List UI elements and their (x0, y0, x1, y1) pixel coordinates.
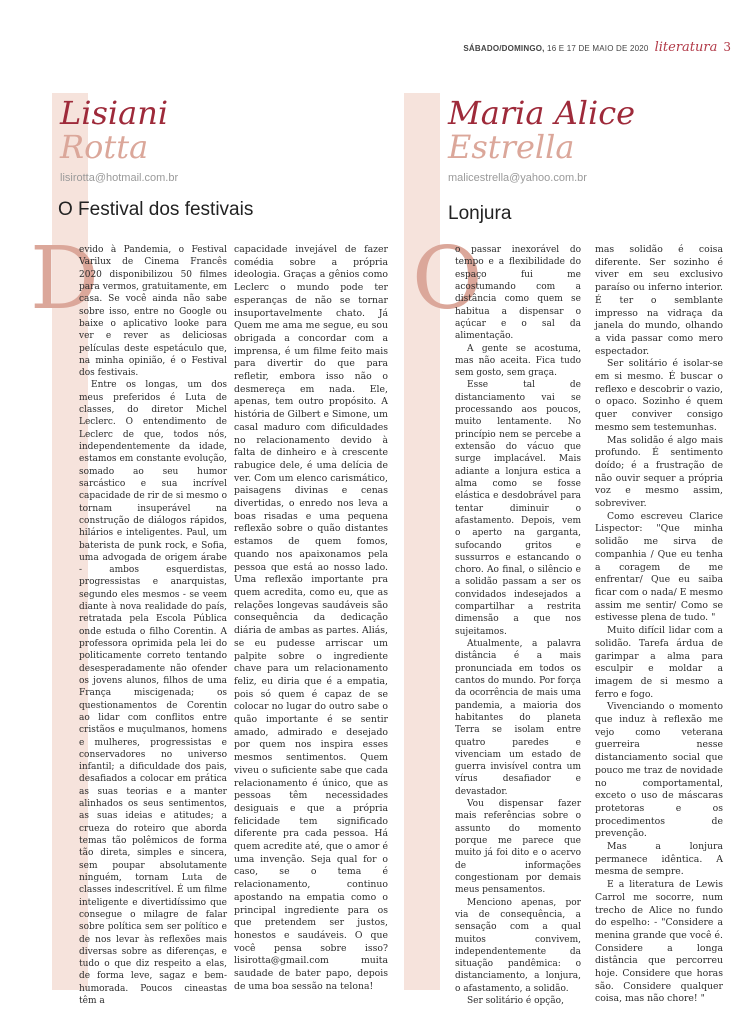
right-author-email: malicestrella@yahoo.com.br (448, 172, 587, 184)
paragraph: evido à Pandemia, o Festival Varilux de Cinema Francês 2020 disponibilizou 50 filmes para vermos, gratuitamente, em casa. Se você ainda não sabe sobre isso, entre no Google ou baixe o aplicativo looke para ver e rever as deliciosas películas deste espetáculo que, na minha opinião, é o Festival dos festivais. (79, 245, 227, 379)
left-dropcap: D (30, 229, 99, 329)
paragraph: Vou dispensar fazer mais referências sobre o assunto do momento porque me parece que muito já foi dito e o acervo de informações congestionam por demais meus pensamentos. (455, 799, 581, 896)
right-decorative-band (404, 93, 440, 990)
paragraph: A gente se acostuma, mas não aceita. Fica tudo sem gosto, sem graça. (455, 343, 581, 379)
paragraph: Mas a lonjura permanece idêntica. A mesma de sempre. (595, 841, 723, 878)
left-article-column-1 (79, 244, 227, 1007)
right-dropcap: O (412, 229, 483, 329)
left-author-name (60, 96, 168, 164)
paragraph: E a literatura de Lewis Carrol me socorre, num trecho de Alice no fundo do espelho: - "Considere a menina grande que você é. Considere a longa distância que percorreu hoje. Considere que horas são. Considere qualquer coisa, mas não chore! " (595, 879, 723, 1005)
right-article-column-2 (595, 244, 723, 1006)
right-article-title: Lonjura (448, 203, 512, 224)
paragraph: Ser solitário é isolar-se em si mesmo. É buscar o reflexo e descobrir o vazio, o opaco. Sozinho é quem quer conviver consigo mesmo sem testemunhas. (595, 358, 723, 433)
paragraph: Vivenciando o momento que induz à reflexão me vejo como veterana guerreira nesse distanciamento social que pouco me traz de novidade no comportamental, exceto o uso de máscaras protetoras e os procedimentos de prevenção. (595, 701, 723, 840)
issue-date-days: SÁBADO/DOMINGO, (463, 44, 545, 53)
paragraph: Ser solitário é opção, (467, 996, 564, 1007)
paragraph: Esse tal de distanciamento vai se processando aos poucos, muito lentamente. No princípio nem se percebe a extensão do vácuo que surge implacável. Mais adiante a lonjura estica a alma como se fosse elástica e desdobrável para tentar diminuir o afastamento. Depois, vem o aperto na garganta, sufocando gritos e sussurros e estancando o choro. Ao final, o silêncio e a solidão passam a ser os convidados indesejados a compartilhar a restrita dimensão a que nos sujeitamos. (455, 380, 581, 637)
section-name: literatura (654, 40, 718, 55)
paragraph: capacidade invejável de fazer comédia sobre a própria ideologia. Graças a gênios como Leclerc o mundo pode ter esperanças de não se tornar insuportavelmente chato. Já Quem me ama me segue, eu sou obrigada a concordar com a imprensa, é um filme feito mais para divertir do que para refletir, embora isso não o desmereça em nada. Ele, apenas, tem outro propósito. A história de Gilbert e Simone, um casal maduro com dificuldades no relacionamento devido à falta de dinheiro e à crescente rabugice dele, é uma delícia de ver. Com um elenco carismático, paisagens divinas e cenas divertidas, o enredo nos leva a boas risadas e uma pequena reflexão sobre o quão distantes estamos de quem fomos, quando nos apaixonamos pela pessoa que está ao nosso lado. Uma reflexão importante pra quem acredita, como eu, que as relações longevas saudáveis são consequência da dedicação diária de ambas as partes. Aliás, se eu pudesse arriscar um palpite sobre o ingrediente chave para um relacionamento feliz, eu diria que é a empatia, pois só quem é capaz de se colocar no lugar do outro sabe o quão importante é se sentir amado, admirado e desejado por quem nos inspira esses mesmos sentimentos. Quem viveu o suficiente sabe que cada relacionamento é único, que as pessoas têm necessidades desiguais e que a própria felicidade tem significado diferente pra cada pessoa. Há quem acredite até, que o amor é uma invenção. Seja qual for o caso, se o tema é relacionamento, continuo apostando na empatia como o principal ingrediente para os que pretendem ser justos, honestos e saudáveis. O que você pensa sobre isso? lisirotta@gmail.com muita saudade de bater papo, depois de uma boa sessão na telona! (234, 244, 388, 992)
paragraph: Como escreveu Clarice Lispector: "Que minha solidão me sirva de companhia / Que eu tenha a coragem de me enfrentar/ Que eu saiba ficar com o nada/ E mesmo assim me sentir/ Como se estivesse plena de tudo. " (595, 510, 723, 624)
paragraph: mas solidão é coisa diferente. Ser sozinho é viver em seu exclusivo paraíso ou inferno interior. É ter o semblante impresso na vidraça da janela do mundo, olhando a vida passar como mero espectador. (595, 244, 723, 357)
left-article-column-2 (234, 244, 388, 993)
page-number: 3 (723, 40, 731, 54)
left-article-title: O Festival dos festivais (58, 199, 254, 220)
paragraph: Mas solidão é algo mais profundo. É sentimento doído; é a frustração de não ouvir sequer a própria voz e mesmo assim, sobreviver. (595, 434, 723, 510)
right-article-column-1 (455, 244, 581, 1007)
left-author-email: lisirotta@hotmail.com.br (60, 172, 179, 184)
left-author-last: Rotta (60, 128, 149, 166)
paragraph: o passar inexorável do tempo e a flexibilidade do espaço fui me acostumando com a distância como quem se habitua a dispensar o açúcar e o sal da alimentação. (455, 245, 581, 342)
right-author-last: Estrella (448, 128, 575, 166)
issue-date (463, 44, 648, 53)
right-author-first: Maria Alice (448, 94, 636, 132)
paragraph: Muito difícil lidar com a solidão. Tarefa árdua de garimpar a alma para esculpir e moldar a imagem de si mesmo a ferro e fogo. (595, 625, 723, 700)
issue-date-rest: 16 E 17 DE MAIO DE 2020 (547, 44, 649, 53)
page-header (463, 40, 731, 56)
paragraph: Menciono apenas, por via de consequência, a sensação com a qual muitos convivem, independentemente da situação pandêmica: o distanciamento, a lonjura, o afastamento, a solidão. (455, 897, 581, 994)
paragraph: Atualmente, a palavra distância é a mais pronunciada em todos os cantos do mundo. Por força da ocorrência de mais uma pandemia, a maioria dos habitantes do planeta Terra se isolam entre quatro paredes e vivenciam um estado de guerra invisível contra um vírus desafiador e devastador. (455, 639, 581, 797)
left-author-first: Lisiani (60, 94, 169, 132)
paragraph: Entre os longas, um dos meus preferidos é Luta de classes, do diretor Michel Leclerc. O entendimento de Leclerc de que, todos nós, independentemente da idade, estamos em constante evolução, somado ao seu humor sarcástico e sua incrível capacidade de rir de si mesmo o tornam insuperável na construção de diálogos rápidos, hilários e inteligentes. Paul, um baterista de punk rock, e Sofia, uma advogada de origem árabe - ambos esquerdistas, progressistas e anarquistas, segundo eles mesmos - se veem diante à nova realidade do país, retratada pela Escola Pública onde estuda o filho Corentin. A professora oprimida pela lei do politicamente correto tentando desesperadamente não ofender os jovens alunos, filhos de uma França miscigenada; os questionamentos de Corentin ao lidar com conflitos entre cristãos e muçulmanos, homens e mulheres, progressistas e conservadores no universo infantil; a dificuldade dos pais, desafiados a colocar em prática as suas teorias e a manter alinhados os seus sentimentos, as suas ideias e atitudes; a crueza do roteiro que aborda temas tão polêmicos de forma tão direta, simples e sincera, sem poupar absolutamente ninguém, tornam Luta de classes indescritível. É um filme inteligente e divertidíssimo que consegue o milagre de falar sobre política sem ser político e de nos levar às reflexões mais diversas sobre as diferenças, e tudo o que diz respeito a elas, de forma leve, sagaz e bem-humorada. Poucos cineastas têm a (79, 380, 227, 1007)
right-author-name (448, 96, 635, 164)
